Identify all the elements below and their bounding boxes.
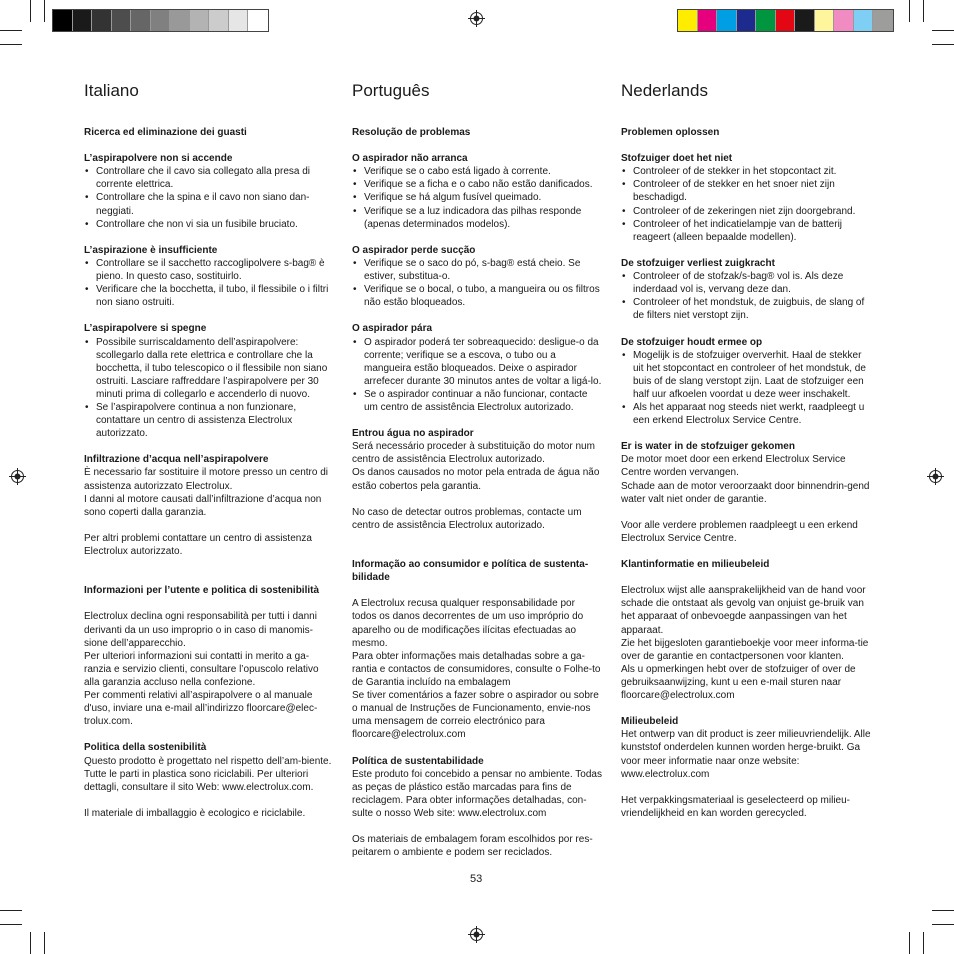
paragraph: Schade aan de motor veroorzaakt door binnendrin-gend water valt niet onder de garantie. (621, 480, 870, 505)
subheading: De stofzuiger houdt ermee op (621, 336, 763, 348)
paragraph: Per ulteriori informazioni sui contatti in merito a ga-ranzia e servizio clienti, consultare l’opuscolo relativo alla garanzia accluso nella confezione. (84, 650, 319, 688)
spacer (84, 728, 334, 741)
list-item: • Verifique se a luz indicadora das pilhas responde (apenas determinados modelos). (352, 205, 602, 231)
page-number: 53 (470, 873, 483, 885)
spacer (84, 597, 334, 610)
color-swatch (53, 10, 73, 31)
spacer (352, 414, 602, 427)
color-swatch (678, 10, 698, 31)
spacer (621, 139, 873, 152)
bullet-list (621, 165, 873, 244)
list-item: • Controllare che il cavo sia collegato alla presa di corrente elettrica. (84, 165, 334, 191)
color-swatch (737, 10, 757, 31)
crop-mark (923, 0, 924, 22)
crop-mark (932, 44, 954, 45)
spacer (84, 231, 334, 244)
paragraph: Os materiais de embalagem foram escolhidos por res-peitarem o ambiente e podem ser reciclados. (352, 834, 593, 859)
paragraph: A Electrolux recusa qualquer responsabilidade por todos os danos decorrentes de um uso impróprio do aparelho ou de modificações ilícitas efectuadas ao mesmo. (352, 598, 584, 649)
spacer (352, 584, 602, 597)
paragraph: È necessario far sostituire il motore presso un centro di assistenza autorizzato Electrolux. (84, 467, 328, 492)
bullet-list (352, 257, 602, 309)
color-swatch (92, 10, 112, 31)
list-item: • Verifique se a ficha e o cabo não estão danificados. (352, 178, 602, 191)
list-item: • Controleer of de stekker in het stopcontact zit. (621, 165, 873, 178)
subheading: O aspirador perde sucção (352, 244, 476, 256)
bullet-list (84, 336, 334, 441)
paragraph: Se tiver comentários a fazer sobre o aspirador ou sobre o manual de Instruções de Funcionamento, envie-nos uma mensagem de correio electrónico para floorcare@electrolux.com (352, 690, 599, 741)
spacer (84, 440, 334, 453)
subheading: Política de sustentabilidade (352, 755, 484, 767)
paragraph: I danni al motore causati dall’infiltrazione d’acqua non sono coperti dalla garanzia. (84, 493, 322, 518)
crop-mark (932, 30, 954, 31)
subheading: Entrou água no aspirador (352, 428, 474, 440)
bullet-list (621, 270, 873, 322)
subheading: Informação ao consumidor e política de sustenta-bilidade (352, 559, 589, 584)
list-item: • Verifique se o saco do pó, s-bag® está cheio. Se estiver, substitua-o. (352, 257, 602, 283)
registration-mark-icon (468, 10, 485, 27)
crop-mark (909, 0, 910, 22)
column-body (84, 126, 334, 820)
subheading: Informazioni per l’utente e politica di sostenibilità (84, 585, 320, 597)
registration-mark-icon (927, 468, 944, 485)
spacer (621, 244, 873, 257)
section-title: Nederlands (621, 81, 708, 100)
subheading: Politica della sostenibilità (84, 742, 207, 754)
subheading: Resolução de problemas (352, 127, 471, 138)
spacer (84, 794, 334, 807)
crop-mark (0, 30, 22, 31)
gray-color-bar (52, 9, 269, 32)
list-item: • Se o aspirador continuar a não funcionar, contacte um centro de assistência Electrolux autorizado. (352, 388, 602, 414)
color-swatch (248, 10, 268, 31)
spacer (352, 139, 602, 152)
subheading: Klantinformatie en milieubeleid (621, 559, 770, 571)
crop-mark (932, 924, 954, 925)
list-item: • Controllare che la spina e il cavo non siano dan-neggiati. (84, 191, 334, 217)
spacer (621, 506, 873, 519)
bullet-list (84, 165, 334, 230)
column-nederlands (621, 80, 873, 820)
list-item: • Controllare se il sacchetto raccoglipolvere s-bag® è pieno. In questo caso, sostituirlo. (84, 257, 334, 283)
spacer (352, 309, 602, 322)
color-swatch (776, 10, 796, 31)
color-swatch (834, 10, 854, 31)
spacer (84, 139, 334, 152)
crop-mark (30, 0, 31, 22)
subheading: De stofzuiger verliest zuigkracht (621, 257, 775, 269)
crop-mark (0, 910, 22, 911)
color-swatch (717, 10, 737, 31)
registration-mark-icon (9, 468, 26, 485)
color-swatch (815, 10, 835, 31)
list-item: • Controleer of de stekker en het snoer niet zijn beschadigd. (621, 178, 873, 204)
color-swatch (151, 10, 171, 31)
list-item: • Controleer of de zekeringen niet zijn doorgebrand. (621, 205, 873, 218)
list-item: • Als het apparaat nog steeds niet werkt, raadpleegt u een erkend Electrolux Service Centre. (621, 401, 873, 427)
list-item: • Verifique se o cabo está ligado à corrente. (352, 165, 602, 178)
paragraph: De motor moet door een erkend Electrolux Service Centre worden vervangen. (621, 454, 846, 479)
subheading: O aspirador pára (352, 323, 433, 335)
list-item: • Mogelijk is de stofzuiger oververhit. Haal de stekker uit het stopcontact en controleer of het mondstuk, de buis of de slang verstopt zijn. Laat de stofzuiger een half uur afkoelen voordat u deze weer inschakelt. (621, 349, 873, 401)
crop-mark (909, 932, 910, 954)
spacer (352, 820, 602, 833)
subheading: L’aspirazione è insufficiente (84, 244, 218, 256)
color-swatch (190, 10, 210, 31)
list-item: • Controllare che non vi sia un fusibile bruciato. (84, 218, 334, 231)
color-swatch (131, 10, 151, 31)
paragraph: Os danos causados no motor pela entrada de água não estão cobertos pela garantia. (352, 467, 600, 492)
color-swatch (73, 10, 93, 31)
paragraph: Será necessário proceder à substituição do motor num centro de assistência Electrolux autorizado. (352, 441, 595, 466)
paragraph: Het verpakkingsmateriaal is geselecteerd op milieu-vriendelijkheid en kan worden gerecycled. (621, 794, 850, 819)
spacer (621, 702, 873, 715)
subheading: Problemen oplossen (621, 127, 720, 138)
column-italiano (84, 80, 334, 820)
paragraph: Para obter informações mais detalhadas sobre a ga-rantia e contactos de consumidores, consulte o Folhe-to de Garantia incluído na embalagem (352, 650, 601, 688)
subheading: Infiltrazione d’acqua nell’aspirapolvere (84, 454, 269, 466)
list-item: • Verifique se há algum fusível queimado. (352, 191, 602, 204)
spacer (84, 571, 334, 584)
color-swatch (873, 10, 893, 31)
paragraph: Als u opmerkingen hebt over de stofzuiger of over de gebruiksaanwijzing, kunt u een e-mail sturen naar floorcare@electrolux.com (621, 663, 856, 702)
paragraph: Este produto foi concebido a pensar no ambiente. Todas as peças de plástico estão marcadas para fins de reciclagem. Para obter informações detalhadas, con-sulte o nosso Web site: www.electrolux.com (352, 768, 602, 819)
process-color-bar (677, 9, 894, 32)
list-item: • Controleer of de stofzak/s-bag® vol is. Als deze inderdaad vol is, vervang deze dan. (621, 270, 873, 296)
crop-mark (30, 932, 31, 954)
spacer (621, 545, 873, 558)
paragraph: Il materiale di imballaggio è ecologico e riciclabile. (84, 807, 306, 819)
subheading: L’aspirapolvere si spegne (84, 323, 207, 335)
spacer (352, 545, 602, 558)
subheading: L’aspirapolvere non si accende (84, 153, 233, 165)
color-swatch (854, 10, 874, 31)
bullet-list (621, 349, 873, 428)
crop-mark (44, 0, 45, 22)
paragraph: Het ontwerp van dit product is zeer milieuvriendelijk. Alle kunststof onderdelen kunnen worden herge-bruikt. Ga voor meer informatie naar onze website: www.electrolux.com (621, 729, 871, 780)
list-item: • Possibile surriscaldamento dell’aspirapolvere: scollegarlo dalla rete elettrica e controllare che la bocchetta, il tubo telescopico o il flessibile non siano ostruiti. Lasciare raffreddare l’aspirapolvere per 30 minuti prima di collegarlo e accenderlo di nuovo. (84, 336, 334, 401)
list-item: • Controleer of het indicatielampje van de batterij reageert (alleen bepaalde modellen). (621, 218, 873, 244)
color-swatch (698, 10, 718, 31)
spacer (352, 532, 602, 545)
paragraph: Per commenti relativi all’aspirapolvere o al manuale d'uso, inviare una e-mail all’indirizzo floorcare@elec-trolux.com. (84, 690, 318, 728)
crop-mark (44, 932, 45, 954)
spacer (352, 231, 602, 244)
bullet-list (352, 165, 602, 230)
column-portugues (352, 80, 602, 859)
crop-mark (0, 924, 22, 925)
spacer (621, 427, 873, 440)
paragraph: Per altri problemi contattare un centro di assistenza Electrolux autorizzato. (84, 532, 312, 557)
color-swatch (170, 10, 190, 31)
list-item: • O aspirador poderá ter sobreaquecido: desligue-o da corrente; verifique se a escova, o tubo ou a mangueira estão bloqueados. Deixe o aspirador arrefecer durante 30 minutos antes de voltar a ligá-lo. (352, 336, 602, 388)
spacer (352, 741, 602, 754)
paragraph: Electrolux wijst alle aansprakelijkheid van de hand voor schade die ontstaat als gevolg van onjuist ge-bruik van het apparaat of onbevoegde aanpassingen van het apparaat. (621, 585, 866, 636)
spacer (621, 571, 873, 584)
section-title: Português (352, 81, 430, 100)
crop-mark (923, 932, 924, 954)
spacer (352, 493, 602, 506)
color-swatch (795, 10, 815, 31)
list-item: • Se l’aspirapolvere continua a non funzionare, contattare un centro di assistenza Electrolux autorizzato. (84, 401, 334, 440)
color-swatch (229, 10, 249, 31)
crop-mark (0, 44, 22, 45)
paragraph: Electrolux declina ogni responsabilità per tutti i danni derivanti da un uso improprio o in caso di manomis-sione dell’apparecchio. (84, 611, 317, 649)
color-swatch (112, 10, 132, 31)
paragraph: Zie het bijgesloten garantieboekje voor meer informa-tie over de garantie en contactpersonen voor klanten. (621, 637, 869, 662)
paragraph: No caso de detectar outros problemas, contacte um centro de assistência Electrolux autorizado. (352, 506, 582, 531)
list-item: • Verifique se o bocal, o tubo, a mangueira ou os filtros não estão bloqueados. (352, 283, 602, 309)
section-title: Italiano (84, 81, 139, 100)
column-body (352, 126, 602, 859)
paragraph: Voor alle verdere problemen raadpleegt u een erkend Electrolux Service Centre. (621, 519, 858, 544)
spacer (84, 558, 334, 571)
paragraph: Questo prodotto è progettato nel rispetto dell’am-biente. Tutte le parti in plastica sono riciclabili. Per ulteriori dettagli, consultare il sito Web: www.electrolux.com. (84, 755, 332, 793)
registration-mark-icon (468, 926, 485, 943)
subheading: Milieubeleid (621, 716, 679, 728)
spacer (621, 781, 873, 794)
list-item: • Controleer of het mondstuk, de zuigbuis, de slang of de filters niet verstopt zijn. (621, 296, 873, 322)
subheading: O aspirador não arranca (352, 153, 468, 165)
bullet-list (352, 336, 602, 415)
bullet-list (84, 257, 334, 309)
subheading: Ricerca ed eliminazione dei guasti (84, 127, 247, 138)
column-body (621, 126, 873, 820)
spacer (84, 309, 334, 322)
crop-mark (932, 910, 954, 911)
spacer (84, 519, 334, 532)
spacer (621, 322, 873, 335)
list-item: • Verificare che la bocchetta, il tubo, il flessibile o i filtri non siano ostruiti. (84, 283, 334, 309)
subheading: Stofzuiger doet het niet (621, 153, 733, 165)
color-swatch (209, 10, 229, 31)
color-swatch (756, 10, 776, 31)
subheading: Er is water in de stofzuiger gekomen (621, 441, 795, 453)
